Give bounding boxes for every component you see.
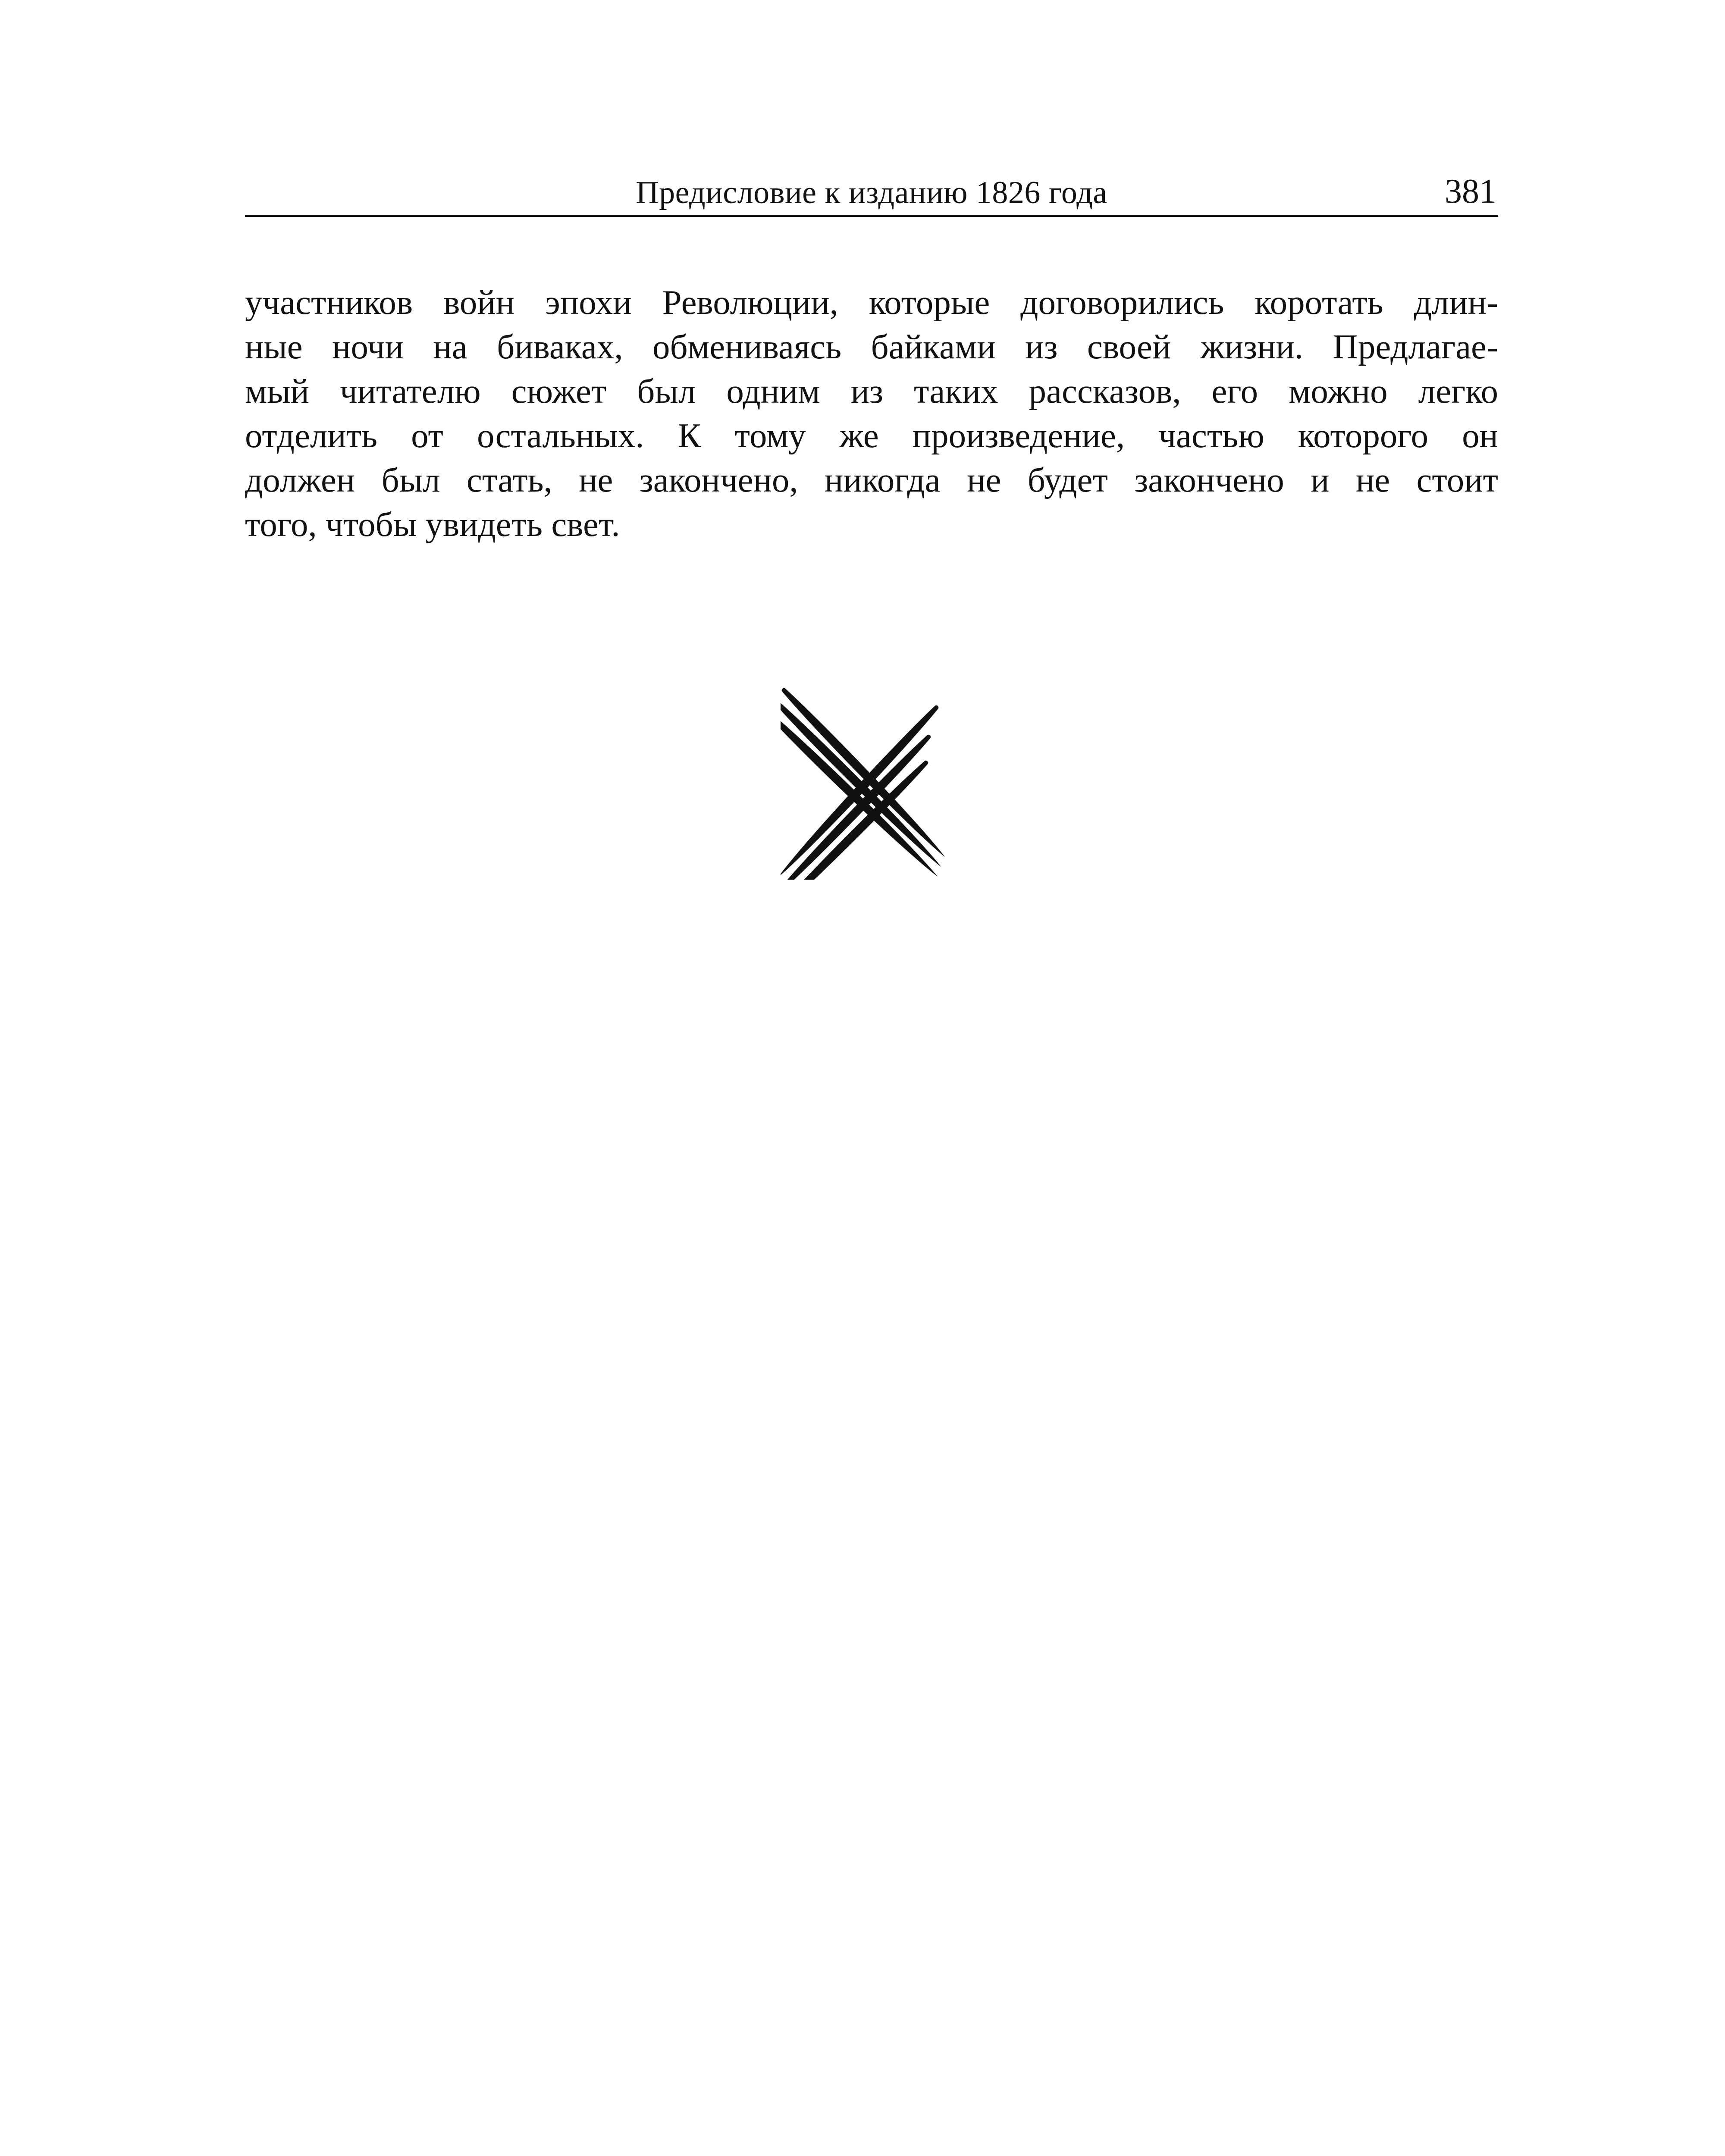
running-header — [245, 164, 1498, 216]
body-line: ные ночи на биваках, обмениваясь байками из своей жизни. Предлагае- — [245, 327, 1498, 366]
crosshatch-ornament-icon — [781, 686, 944, 880]
body-line: отделить от остальных. К тому же произведение, частью которого он — [245, 416, 1498, 455]
body-paragraph — [245, 280, 1498, 547]
page-number: 381 — [1445, 172, 1496, 210]
running-header-title: Предисловие к изданию 1826 года — [636, 175, 1107, 210]
header-rule — [245, 215, 1498, 217]
body-line: мый читателю сюжет был одним из таких рассказов, его можно легко — [245, 372, 1498, 411]
body-line: того, чтобы увидеть свет. — [245, 505, 620, 544]
body-line: участников войн эпохи Революции, которые договорились коротать длин- — [245, 283, 1498, 322]
body-line: должен был стать, не закончено, никогда не будет закончено и не стоит — [245, 461, 1498, 499]
